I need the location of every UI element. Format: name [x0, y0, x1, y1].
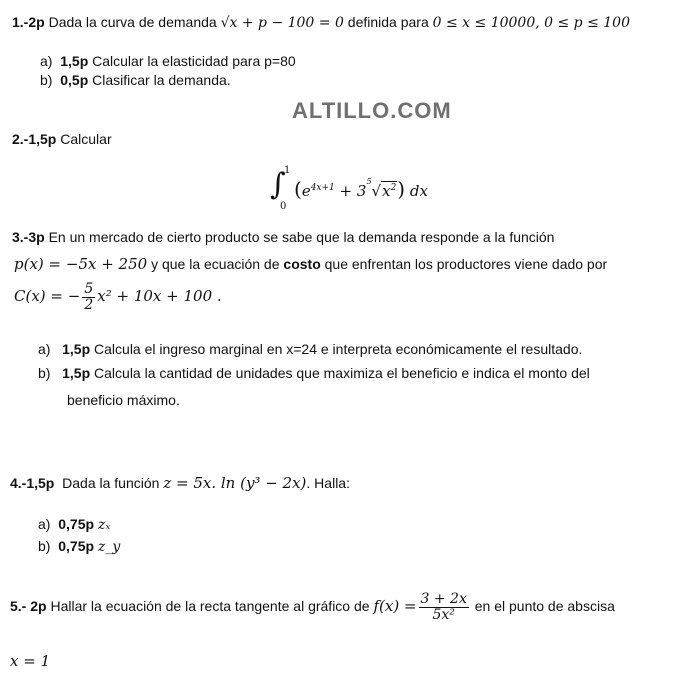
cost-fraction-numerator: 5 [84, 281, 94, 297]
question-5-number: 5.- 2p [10, 598, 47, 614]
question-2-number: 2.-1,5p [12, 131, 57, 147]
item-text: Clasificar la demanda. [92, 72, 231, 88]
question-4-number: 4.-1,5p [10, 475, 55, 491]
item-label: a) [38, 516, 51, 532]
integral-lower-limit: 0 [280, 201, 287, 212]
cost-fraction-denominator: 2 [84, 297, 94, 313]
item-text: Calcula el ingreso marginal en x=24 e interpreta económicamente el resultado. [94, 341, 583, 357]
demand-function: p(x) = −5x + 250 [14, 255, 148, 273]
item-text: Calcular la elasticidad para p=80 [92, 53, 296, 69]
question-3-line-2 [14, 255, 607, 273]
question-1-prefix: Dada la curva de demanda [48, 14, 217, 30]
question-3-text-2a: y que la ecuación de [151, 256, 280, 272]
question-3-item-b [38, 365, 590, 381]
cost-lhs: C(x) = − [14, 287, 81, 306]
item-label: a) [38, 341, 51, 357]
cost-function [14, 282, 222, 313]
item-text: Calcula la cantidad de unidades que maximiza el beneficio e indica el monto del [94, 365, 590, 381]
cost-fraction [82, 282, 95, 313]
question-1-equation: √x + p − 100 = 0 [220, 15, 344, 31]
question-5-statement [10, 588, 615, 624]
item-points: 0,5p [60, 72, 89, 88]
question-4-item-a [38, 516, 110, 533]
question-2-statement [12, 131, 112, 147]
question-1-item-b [40, 72, 231, 88]
dx: dx [409, 182, 428, 200]
root-index: 5 [366, 177, 372, 186]
integral-upper-limit: 1 [284, 165, 291, 176]
exponent: 4x+1 [310, 183, 335, 193]
question-4-statement [10, 474, 350, 492]
item-points: 1,5p [60, 53, 89, 69]
question-3-costo: costo [283, 256, 321, 272]
item-points: 0,75p [58, 516, 95, 532]
root-power: 2 [390, 183, 397, 193]
question-1-domain: 0 ≤ x ≤ 10000, 0 ≤ p ≤ 100 [432, 15, 630, 31]
question-3-number: 3.-3p [12, 229, 45, 245]
question-3-item-b-continuation: beneficio máximo. [67, 392, 180, 408]
question-2-text: Calcular [60, 131, 112, 147]
item-label: a) [40, 53, 53, 69]
question-3-text-1: En un mercado de cierto producto se sabe que la demanda responde a la función [48, 229, 555, 245]
question-3-item-a [38, 341, 582, 357]
item-label: b) [40, 72, 53, 88]
f-fraction-denominator: 5x² [432, 606, 455, 623]
question-5-text: Hallar la ecuación de la recta tangente al gráfico de [50, 598, 370, 614]
root-argument: x [382, 182, 391, 200]
integral-sign: ∫ [270, 167, 286, 202]
item-points: 1,5p [62, 365, 91, 381]
question-4-function: z = 5x. ln (y³ − 2x) [163, 474, 307, 492]
item-label: b) [38, 365, 51, 381]
item-points: 1,5p [62, 341, 91, 357]
cost-rhs: x² + 10x + 100 . [97, 287, 222, 306]
item-points: 0,75p [58, 538, 95, 554]
question-1-statement [12, 14, 630, 31]
question-4-suffix: . Halla: [306, 475, 350, 491]
f-fraction [419, 592, 469, 623]
question-3-line-1 [12, 229, 554, 245]
partial-derivative-y: z_y [97, 539, 121, 555]
question-4-prefix: Dada la función [62, 475, 160, 491]
abscissa-value: x = 1 [10, 652, 51, 670]
f-fraction-numerator: 3 + 2x [420, 590, 467, 607]
question-4-item-b [38, 538, 120, 555]
question-1-middle: definida para [347, 14, 429, 30]
watermark: ALTILLO.COM [292, 98, 452, 123]
partial-derivative-x: zₓ [97, 517, 111, 533]
question-1-item-a [40, 53, 296, 69]
item-label: b) [38, 538, 51, 554]
question-3-text-2b: que enfrentan los productores viene dado por [324, 256, 608, 272]
question-1-number: 1.-2p [12, 14, 45, 30]
integrand: $(e^{4x+1} + 3^5√x^2)$ dx [294, 177, 428, 201]
question-5-suffix: en el punto de abscisa [474, 598, 615, 614]
f-lhs: f(x) = [373, 597, 417, 615]
